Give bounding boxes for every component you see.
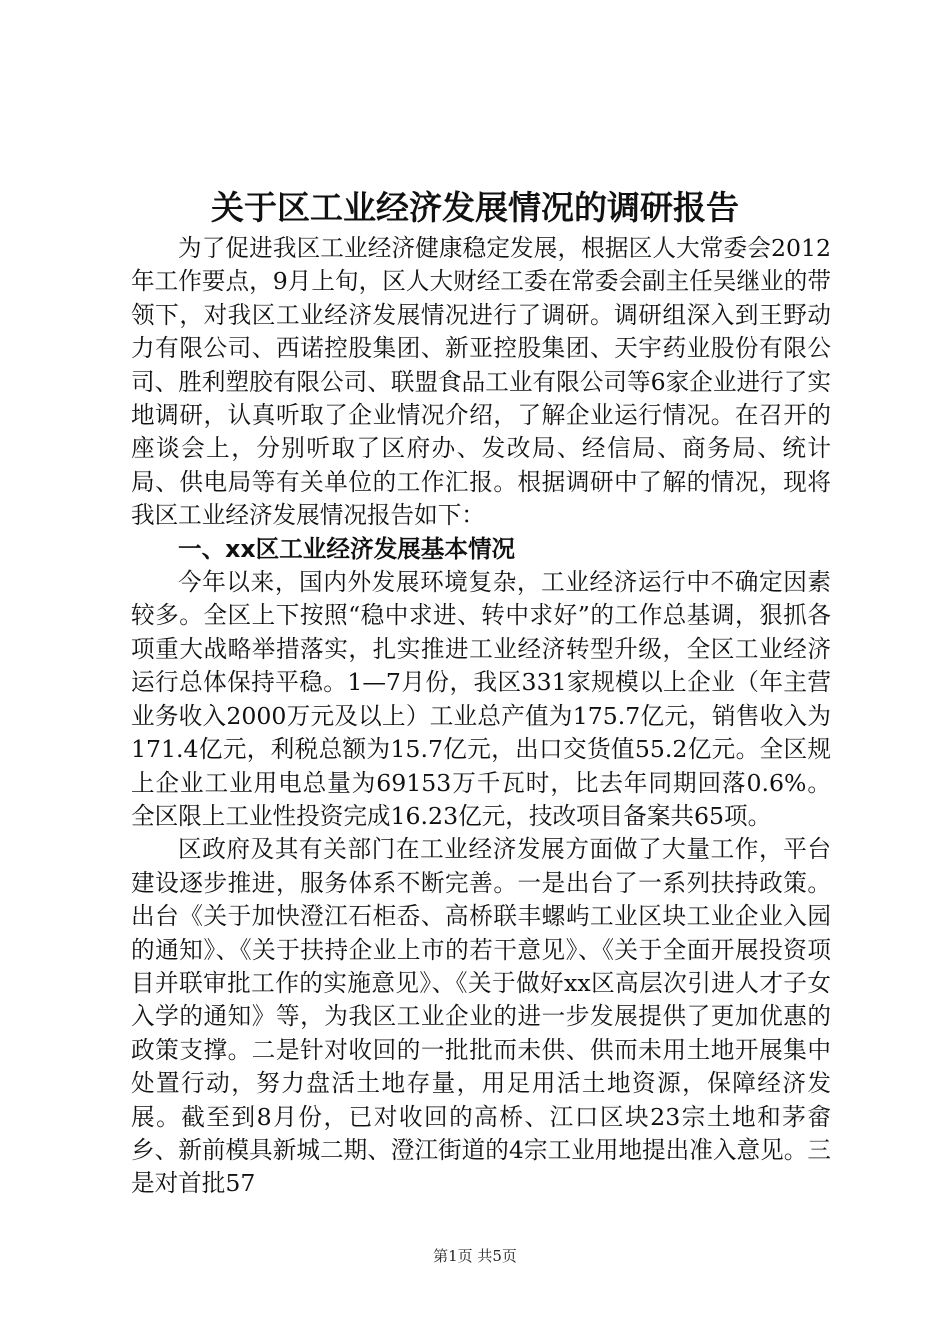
page-number-footer: 第1页 共5页 xyxy=(433,1247,517,1265)
section-heading: 一、xx区工业经济发展基本情况 xyxy=(178,534,516,563)
overview-paragraph: 今年以来，国内外发展环境复杂，工业经济运行中不确定因素较多。全区上下按照“稳中求进、转中求好”的工作总基调，狠抓各项重大战略举措落实，扎实推进工业经济转型升级，全区工业经济运行总体保持平稳。1—7月份，我区331家规模以上企业（年主营业务收入2000万元及以上）工业总产值为175.7亿元，销售收入为171.4亿元，利税总额为15.7亿元，出口交货值55.2亿元。全区规上企业工业用电总量为69153万千瓦时，比去年同期回落0.6%。全区限上工业性投资完成16.23亿元，技改项目备案共65项。 xyxy=(131,568,831,830)
measures-paragraph: 区政府及其有关部门在工业经济发展方面做了大量工作，平台建设逐步推进，服务体系不断完善。一是出台了一系列扶持政策。出台《关于加快澄江石柜岙、高桥联丰螺屿工业区块工业企业入园的通知》、《关于扶持企业上市的若干意见》、《关于全面开展投资项目并联审批工作的实施意见》、《关于做好xx区高层次引进人才子女入学的通知》等，为我区工业企业的进一步发展提供了更加优惠的政策支撑。二是针对收回的一批批而未供、供而未用土地开展集中处置行动，努力盘活土地存量，用足用活土地资源，保障经济发展。截至到8月份，已对收回的高桥、江口区块23宗土地和茅畲乡、新前模具新城二期、澄江街道的4宗工业用地提出准入意见。三是对首批57 xyxy=(131,835,831,1198)
document-body xyxy=(131,232,831,1201)
intro-paragraph: 为了促进我区工业经济健康稳定发展，根据区人大常委会2012年工作要点，9月上旬，区人大财经工委在常委会副主任吴继业的带领下，对我区工业经济发展情况进行了调研。调研组深入到王野动力有限公司、西诺控股集团、新亚控股集团、天宇药业股份有限公司、胜利塑胶有限公司、联盟食品工业有限公司等6家企业进行了实地调研，认真听取了企业情况介绍，了解企业运行情况。在召开的座谈会上，分别听取了区府办、发改局、经信局、商务局、统计局、供电局等有关单位的工作汇报。根据调研中了解的情况，现将我区工业经济发展情况报告如下： xyxy=(131,234,831,530)
document-title: 关于区工业经济发展情况的调研报告 xyxy=(211,188,739,227)
